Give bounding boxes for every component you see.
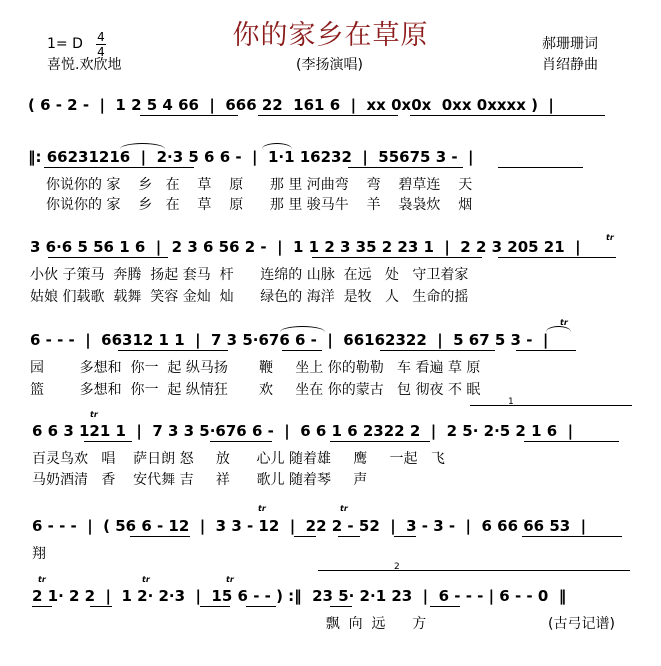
- music-row-5: 6 6 3 121 1 | 7 3 3 5·676 6 - | 6 6 1 6 2322 2 | 2 5· 2·5 2 1 6 |: [32, 422, 574, 440]
- trill-mark: tr: [90, 410, 98, 419]
- underline: [338, 536, 360, 537]
- slur: [262, 143, 292, 149]
- slur: [280, 326, 325, 332]
- underline: [430, 606, 460, 607]
- lyrics-row-5-verse-2: 马奶酒清 香 安代舞 吉 祥 歌儿 随着琴 声: [32, 472, 368, 488]
- volta-2-number: 2: [394, 562, 400, 572]
- underline: [380, 350, 495, 351]
- lyrics-row-2-verse-2: 你说你的 家 乡 在 草 原 那 里 骏马牛 羊 袅袅炊 烟: [46, 197, 473, 213]
- underline: [200, 606, 230, 607]
- song-title: 你的家乡在草原: [232, 20, 429, 51]
- trill-mark: tr: [142, 575, 150, 584]
- slur: [120, 143, 165, 149]
- lyricist-credit: 郝珊珊词: [542, 36, 598, 52]
- underline: [84, 441, 132, 442]
- volta-1-number: 1: [508, 397, 514, 407]
- underline: [140, 115, 238, 116]
- trill-mark: tr: [340, 504, 348, 513]
- music-row-3: 3 6·6 5 56 1 6 | 2 3 6 56 2 - | 1 1 2 3 35 2 23 1 | 2 2 3 205 21 |: [30, 238, 581, 256]
- trill-mark: tr: [38, 575, 46, 584]
- music-row-4: 6 - - - | 66312 1 1 | 7 3 5·676 6 - | 66162322 | 5 67 5 3 - |: [30, 331, 549, 349]
- underline: [44, 167, 194, 168]
- lyrics-row-4-verse-2: 篮 多想和 你一 起 纵情狂 欢 坐在 你的蒙古 包 彻夜 不 眠: [30, 382, 481, 398]
- underline: [282, 350, 322, 351]
- underline: [312, 257, 482, 258]
- underline: [522, 536, 622, 537]
- underline: [498, 167, 583, 168]
- lyrics-row-6: 翔: [32, 546, 46, 562]
- underline: [32, 606, 52, 607]
- volta-bracket-2: [318, 570, 630, 571]
- underline: [90, 606, 112, 607]
- trill-mark: tr: [560, 318, 568, 327]
- underline: [348, 167, 463, 168]
- trill-mark: tr: [606, 233, 614, 242]
- composer-credit: 肖绍静曲: [542, 57, 598, 73]
- underline: [516, 350, 576, 351]
- underline: [524, 441, 619, 442]
- music-row-6: 6 - - - | ( 56 6 - 12 | 3 3 - 12 | 22 2 - 52 | 3 - 3 - | 6 66 66 53 |: [32, 517, 587, 535]
- music-row-2: ‖: 66231216 | 2·3 5 6 6 - | 1·1 16232 | 55675 3 - |: [28, 148, 474, 166]
- singer-credit: (李扬演唱): [296, 57, 363, 73]
- underline: [258, 115, 398, 116]
- music-row-1: ( 6 - 2 - | 1 2 5 4 66 | 666 22 161 6 | xx 0x0x 0xx 0xxxx ) |: [28, 96, 554, 114]
- lyrics-row-2-verse-1: 你说你的 家 乡 在 草 原 那 里 河曲弯 弯 碧草连 天: [46, 177, 473, 193]
- underline: [246, 606, 276, 607]
- lyrics-row-4-verse-1: 园 多想和 你一 起 纵马扬 鞭 坐上 你的勒勒 车 看遍 草 原: [30, 360, 481, 376]
- lyrics-row-7: 飘 向 远 方: [32, 616, 427, 632]
- underline: [210, 441, 272, 442]
- trill-mark: tr: [226, 575, 234, 584]
- trill-mark: tr: [258, 504, 266, 513]
- time-denominator: 4: [97, 45, 105, 59]
- underline: [498, 257, 616, 258]
- underline: [330, 606, 352, 607]
- tempo-mood: 喜悦.欢欣地: [47, 57, 122, 73]
- underline: [48, 257, 168, 258]
- underline: [118, 350, 228, 351]
- lyrics-row-3-verse-2: 姑娘 们载歌 载舞 笑容 金灿 灿 绿色的 海洋 是牧 人 生命的摇: [30, 289, 469, 305]
- underline: [130, 536, 190, 537]
- volta-bracket-1: [470, 405, 632, 406]
- time-signature: [96, 31, 106, 58]
- lyrics-row-3-verse-1: 小伙 子策马 奔腾 扬起 套马 杆 连绵的 山脉 在远 处 守卫着家: [30, 267, 469, 283]
- time-numerator: 4: [97, 30, 105, 44]
- lyrics-row-5-verse-1: 百灵鸟欢 唱 萨日朗 怒 放 心儿 随着雄 鹰 一起 飞: [32, 451, 445, 467]
- underline: [330, 441, 430, 442]
- key-signature: 1= D: [47, 36, 83, 52]
- underline: [294, 536, 316, 537]
- underline: [394, 536, 416, 537]
- source-note: (古弓记谱): [548, 616, 615, 632]
- music-row-7: 2 1· 2 2 | 1 2· 2·3 | 15 6 - - ) :‖ 23 5· 2·1 23 | 6 - - - | 6 - - 0 ‖: [32, 587, 567, 605]
- underline: [410, 115, 605, 116]
